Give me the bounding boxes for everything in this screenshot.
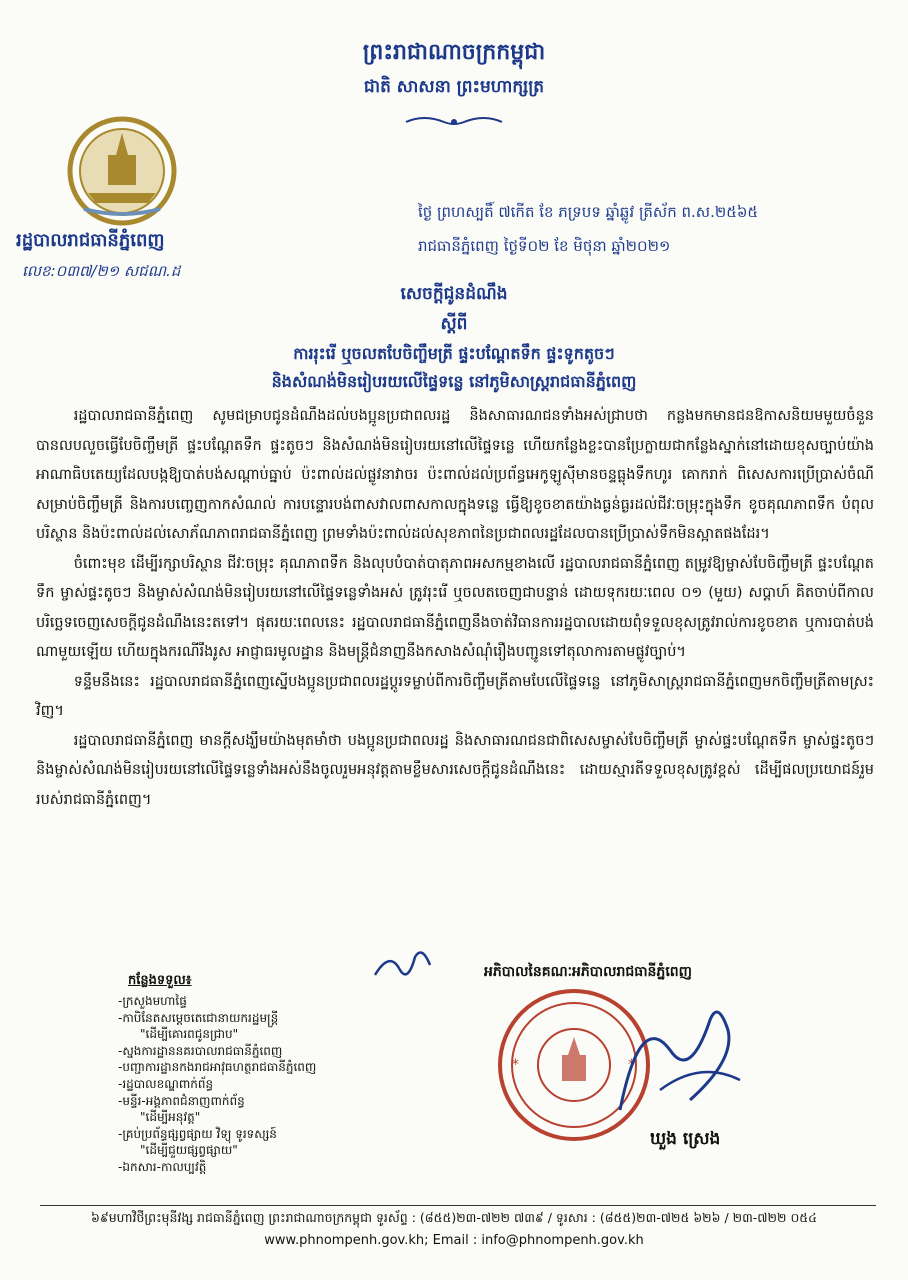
cc-item: -ស្នងការដ្ឋាននគរបាលរាជធានីភ្នំពេញ: [118, 1043, 283, 1058]
ornament-divider: [404, 112, 504, 132]
agency-name: រដ្ឋបាលរាជធានីភ្នំពេញ: [16, 230, 165, 251]
solar-date: រាជធានីភ្នំពេញ ថ្ងៃទី០២ ខែ មិថុនា ឆ្នាំ២០២១: [418, 237, 671, 255]
phnom-penh-emblem: [48, 115, 196, 227]
cc-item: "ដើម្បីជួយផ្សព្វផ្សាយ": [140, 1143, 238, 1158]
national-motto: ជាតិ សាសនា ព្រះមហាក្សត្រ: [363, 77, 545, 97]
footer-address: ៦៩មហាវិថីព្រះមុនីវង្ស រាជធានីភ្នំពេញ ព្រះរាជាណាចក្រកម្ពុជា ទូរស័ព្ទ : (៨៥៥)២៣-៧២២ ៧៣៩ / ទូរសារ : (៨៥៥)២៣-៧២៥ ៦២៦ / ២៣-៧២២ ០៥៤: [91, 1210, 817, 1225]
cc-item: -មន្ទីរ-អង្គភាពជំនាញពាក់ព័ន្ធ: [118, 1093, 245, 1108]
notice-body: [36, 402, 874, 815]
notice-subject-line2: និងសំណង់មិនរៀបរយលើផ្ទៃទន្លេ នៅភូមិសាស្ត្ររាជធានីភ្នំពេញ: [271, 372, 637, 391]
cc-title: កន្លែងទទួល៖: [128, 973, 192, 988]
cc-item: -បញ្ជាការដ្ឋានកងរាជអាវុធហត្ថរាជធានីភ្នំពេញ: [118, 1060, 317, 1075]
footer-divider: [40, 1205, 876, 1206]
body-paragraph: រដ្ឋបាលរាជធានីភ្នំពេញ សូមជម្រាបជូនដំណឹងដល់បងប្អូនប្រជាពលរដ្ឋ និងសាធារណជនទាំងអស់ជ្រាបថា កន្លងមកមានជនឱកាសនិយមមួយចំនួនបានលបលួចធ្វើបែចិញ្ចឹមត្រី ផ្ទះបណ្តែតទឹក ផ្ទះតូចៗ និងសំណង់មិនរៀបរយនៅលើផ្ទៃទន្លេ ហើយកន្លែងខ្លះបានប្រែក្លាយជាកន្លែងស្នាក់នៅដោយខុសច្បាប់យ៉ាងអាណាធិបតេយ្យដែលបង្កឱ្យបាត់បង់សណ្តាប់ធ្នាប់ ប៉ះពាល់ដល់ផ្លូវនាវាចរ ប៉ះពាល់ដល់ប្រព័ន្ធអេកូឡូស៊ីមានចន្ទធ្លុងទឹកហូរ គោករាក់ ពិសេសការប្រើប្រាស់ចំណីសម្រាប់ចិញ្ចឹមត្រី និងការបញ្ចេញកាកសំណល់ ការបន្ទោរបង់ពាសវាលពាសកាលក្នុងទន្លេ ធ្វើឱ្យខូចខាតយ៉ាងធ្ងន់ធ្ងរដល់ជីវៈចម្រុះក្នុងទឹក ខូចគុណភាពទឹក បំពុលបរិស្ថាន និងប៉ះពាល់ដល់សោភ័ណភាពរាជធានីភ្នំពេញ ព្រមទាំងប៉ះពាល់ដល់សុខភាពនៃប្រជាពលរដ្ឋដែលបានប្រើប្រាស់ទឹកមិនស្អាតផងដែរ។: [36, 408, 874, 542]
svg-text:*: *: [512, 1057, 519, 1073]
cc-item: -គ្រប់ប្រព័ន្ធផ្សព្វផ្សាយ វិទ្យុ ទូរទស្សន៍: [118, 1126, 277, 1141]
cc-list: [118, 993, 438, 1176]
footer-web-email: www.phnompenh.gov.kh; Email : info@phnompenh.gov.kh: [264, 1233, 644, 1248]
notice-subject-label: ស្តីពី: [440, 314, 468, 334]
notice-subject-line1: ការរុះរើ ឬចលតបែចិញ្ចឹមត្រី ផ្ទះបណ្តែតទឹក ផ្ទះទូកតូចៗ: [293, 344, 615, 363]
cc-item: -កាបិនែតសម្តេចតេជោនាយករដ្ឋមន្ត្រី: [118, 1010, 279, 1025]
initial-signature: [370, 945, 440, 985]
body-paragraph: ចំពោះមុខ ដើម្បីរក្សាបរិស្ថាន ជីវៈចម្រុះ គុណភាពទឹក និងលុបបំបាត់បាតុភាពអសកម្មខាងលើ រដ្ឋបាលរាជធានីភ្នំពេញ តម្រូវឱ្យម្ចាស់បែចិញ្ចឹមត្រី ផ្ទះបណ្តែតទឹក ម្ចាស់ផ្ទះតូចៗ និងម្ចាស់សំណង់មិនរៀបរយនៅលើផ្ទៃទន្លេទាំងអស់ ត្រូវរុះរើ ឬចលតចេញជាបន្ទាន់ ដោយទុករយៈពេល ០១ (មួយ) សប្តាហ៍ គិតចាប់ពីកាលបរិច្ឆេទចេញសេចក្តីជូនដំណឹងនេះតទៅ។ ផុតរយៈពេលនេះ រដ្ឋបាលរាជធានីភ្នំពេញនឹងចាត់វិធានការរដ្ឋបាលដោយពុំទទួលខុសត្រូវរាល់ការខូចខាត ឬការបាត់បង់ណាមួយឡើយ ហើយក្នុងករណីរឹងរូស អាជ្ញាធរមូលដ្ឋាន និងមន្ត្រីជំនាញនឹងកសាងសំណុំរឿងបញ្ជូនទៅតុលាការតាមផ្លូវច្បាប់។: [36, 555, 874, 660]
cc-item: -រដ្ឋបាលខណ្ឌពាក់ព័ន្ធ: [118, 1076, 214, 1091]
signature: [600, 990, 750, 1140]
body-paragraph: ទន្ទឹមនឹងនេះ រដ្ឋបាលរាជធានីភ្នំពេញស្នើបងប្អូនប្រជាពលរដ្ឋប្តូរទម្លាប់ពីការចិញ្ចឹមត្រីតាមបែលើផ្ទៃទន្លេ នៅភូមិសាស្ត្ររាជធានីភ្នំពេញមកចិញ្ចឹមត្រីតាមស្រះវិញ។: [36, 673, 874, 719]
body-paragraph: រដ្ឋបាលរាជធានីភ្នំពេញ មានក្តីសង្ឃឹមយ៉ាងមុតមាំថា បងប្អូនប្រជាពលរដ្ឋ និងសាធារណជនជាពិសេសម្ចាស់បែចិញ្ចឹមត្រី ម្ចាស់ផ្ទះបណ្តែតទឹក ម្ចាស់ផ្ទះតូចៗ និងម្ចាស់សំណង់មិនរៀបរយនៅលើផ្ទៃទន្លេទាំងអស់នឹងចូលរួមអនុវត្តតាមខ្លឹមសារសេចក្តីជូនដំណឹងនេះ ដោយស្មារតីទទួលខុសត្រូវខ្ពស់ ដើម្បីផលប្រយោជន៍រួមរបស់រាជធានីភ្នំពេញ។: [36, 732, 874, 808]
svg-text:*: *: [628, 1057, 635, 1073]
signatory-name: ឃួង ស្រេង: [650, 1129, 721, 1149]
signatory-title: អភិបាលនៃគណៈអភិបាលរាជធានីភ្នំពេញ: [484, 964, 692, 980]
reference-number: លេខ:០៣៧/២១ សជណ.ដ: [22, 262, 181, 280]
kingdom-heading: ព្រះរាជាណាចក្រកម្ពុជា: [362, 40, 546, 65]
cc-item: -ឯកសារ-កាលប្បវត្តិ: [118, 1159, 207, 1174]
cc-item: "ដើម្បីគោរពជូនជ្រាប": [140, 1027, 239, 1042]
lunar-date: ថ្ងៃ ព្រហស្បតិ៍ ៧កើត ខែ ភទ្របទ ឆ្នាំឆ្លូវ ត្រីស័ក ព.ស.២៥៦៥: [418, 203, 759, 221]
cc-item: "ដើម្បីអនុវត្ត": [140, 1110, 201, 1125]
notice-title: សេចក្តីជូនដំណឹង: [400, 284, 508, 304]
cc-item: -ក្រសួងមហាផ្ទៃ: [118, 994, 187, 1008]
